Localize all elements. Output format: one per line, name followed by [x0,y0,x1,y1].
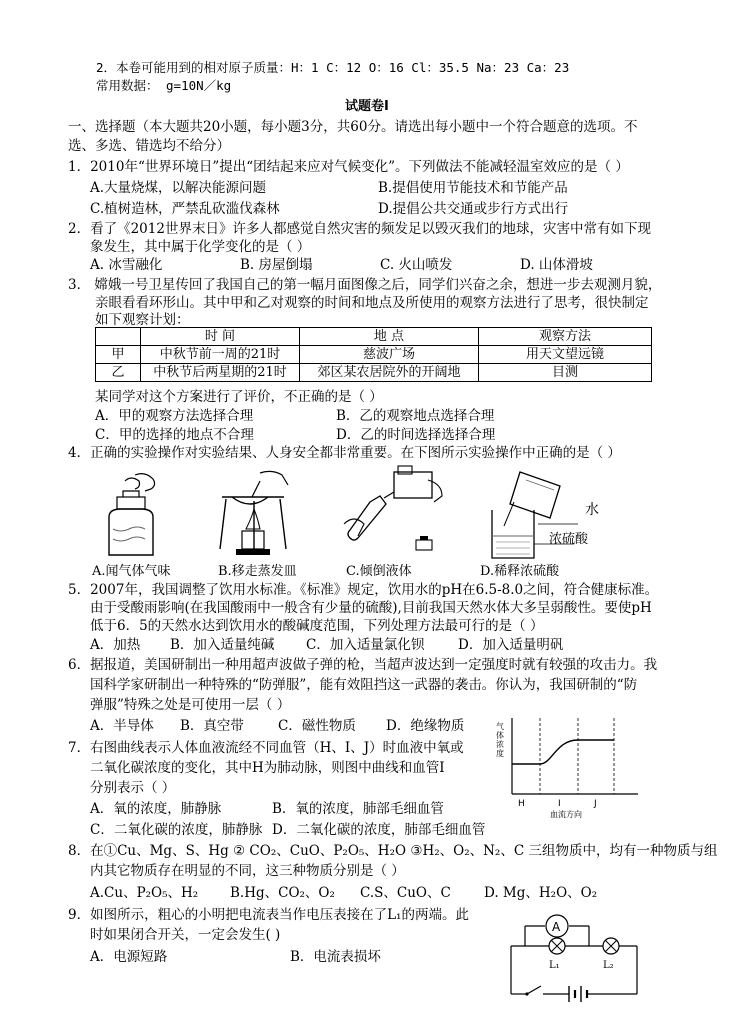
q8-option-c: C.S、CuO、C [360,885,451,901]
q9-option-b: B．电流表损坏 [290,949,381,965]
q5-option-d: D．加入适量明矾 [458,637,564,653]
q4-option-d: D.稀释浓硫酸 [480,564,560,579]
q7-option-a: A．氧的浓度，肺静脉 [90,801,222,817]
table-header-cell: 时 间 [141,328,300,346]
header-common-data: 常用数据： g=10N／kg [96,78,232,93]
label-water: 水 [585,502,599,518]
q7-option-d: D．二氧化碳的浓度，肺部毛细血管 [272,822,486,838]
part-intro-line1: 一、选择题（本大题共20小题，每小题3分，共60分。请选出每小题中一个符合题意的选项。不 [68,119,638,135]
circuit-diagram [505,910,645,1028]
section-title: 试题卷Ⅰ [345,99,389,114]
q2-option-d: D. 山体滑坡 [520,257,593,273]
q1-stem: 1．2010年“世界环境日”提出“团结起来应对气候变化”。下列做法不能减轻温室效应的是（ ） [68,159,629,175]
switch-symbol [527,986,541,994]
q4-option-b: B.移走蒸发皿 [218,564,297,579]
q7-stem-line2: 二氧化碳浓度的变化，其中H为肺动脉，则图中曲线和血管I [90,760,445,776]
q5-stem-line2: 由于受酸雨影响(在我国酸雨中一般含有少量的硫酸),目前我国天然水体大多呈弱酸性。要使pH [90,600,652,616]
q1-option-d: D.提倡公共交通或步行方式出行 [378,201,569,217]
lamp-l1-label: L₁ [549,960,560,971]
q3-stem-line1: 3． 嫦娥一号卫星传回了我国自己的第一幅月面图像之后，同学们兴奋之余，想进一步去观测月貌， [68,277,662,293]
q2-option-a: A. 冰雪融化 [90,257,163,273]
q9-option-a: A．电源短路 [90,949,168,965]
table-row [96,346,652,364]
table-cell: 乙 [96,364,141,382]
q6-stem-line1: 6．据报道，美国研制出一种用超声波做子弹的枪，当超声波达到一定强度时就有较强的攻击力。我 [68,657,658,673]
q6-option-b: B．真空带 [180,718,244,734]
table-cell: 用天文望远镜 [479,346,652,364]
graph-y-axis-label: 气体浓度 [496,722,504,758]
q8-option-b: B.Hg、CO₂、O₂ [230,885,335,901]
label-concentrated-acid: 浓硫酸 [549,532,589,547]
q6-stem-line2: 国科学家研制出一种特殊的“防弹服”，能有效阻挡这一武器的袭击。你认为，我国研制的“防 [90,677,638,693]
q8-option-a: A.Cu、P₂O₅、H₂ [90,885,199,901]
q2-stem-line2: 象发生，其中属于化学变化的是（ ） [90,239,311,255]
table-cell: 中秋节前一周的21时 [141,346,300,364]
q7-option-b: B．氧的浓度，肺部毛细血管 [272,801,444,817]
q3-stem-line2: 亲眼看看环形山。其中甲和乙对观察的时间和地点及所使用的观察方法进行了思考，很快制定 [95,295,649,311]
table-header-cell: 地 点 [300,328,479,346]
pouring-liquid-illustration [340,462,450,562]
q7-option-c: C．二氧化碳的浓度，肺静脉 [90,822,263,838]
q3-option-a: A．甲的观察方法选择合理 [95,408,254,424]
q5-option-a: A．加热 [90,637,141,653]
table-cell: 慈波广场 [300,346,479,364]
q6-stem-line3: 弹服”特殊之处是可使用一层（ ） [90,697,291,713]
graph-tick-j: J [594,799,597,809]
observation-plan-table [95,327,652,382]
header-note-line: 2．本卷可能用到的相对原子质量：H：1 C：12 O：16 Cl：35.5 Na：23 Ca：23 [96,60,570,75]
graph-tick-i: I [558,799,561,809]
q8-stem-line1: 8．在①Cu、Mg、S、Hg ② CO₂、CuO、P₂O₅、H₂O ③H₂、O₂、N₂、C 三组物质中，均有一种物质与组 [68,843,718,859]
q3-after-text: 某同学对这个方案进行了评价，不正确的是（ ） [95,389,383,405]
blood-gas-concentration-graph [490,712,650,820]
q1-option-b: B.提倡使用节能技术和节能产品 [378,180,568,196]
table-cell: 甲 [96,346,141,364]
q6-option-c: C．磁性物质 [278,718,356,734]
q4-option-c: C.倾倒液体 [346,564,412,579]
q9-stem-line1: 9．如图所示，粗心的小明把电流表当作电压表接在了L₁的两端。此 [68,907,469,923]
q2-option-b: B. 房屋倒塌 [240,257,313,273]
table-cell: 目测 [479,364,652,382]
q3-option-c: C．甲的选择的地点不合理 [95,427,254,443]
q4-option-a: A.闻气体气味 [92,564,171,579]
q8-stem-line2: 内其它物质存在明显的不同，这三种物质分别是（ ） [90,863,405,879]
q1-option-a: A.大量烧煤，以解决能源问题 [90,180,267,196]
q5-stem-line1: 5．2007年，我国调整了饮用水标准。《标准》规定，饮用水的pH在6.5-8.0之间，符合健康标准。 [68,582,659,598]
table-header-cell: 观察方法 [479,328,652,346]
table-cell: 郊区某农居院外的开阔地 [300,364,479,382]
q7-stem-line3: 分别表示（ ） [90,780,176,796]
table-header-row [96,328,652,346]
q2-stem-line1: 2．看了《2012世界末日》许多人都感觉自然灾害的频发足以毁灭我们的地球，灾害中常有如下现 [68,221,651,237]
q7-stem-line1: 7．右图曲线表示人体血液流经不同血管（H、I、J）时血液中氧或 [68,740,464,756]
table-cell: 中秋节后两星期的21时 [141,364,300,382]
evaporating-dish-illustration [210,467,295,562]
graph-x-axis-label: 血流方向 [550,810,582,819]
q5-option-c: C．加入适量氯化钡 [306,637,425,653]
q3-stem-line3: 如下观察计划： [95,312,190,328]
ammeter-label: A [552,920,561,934]
q4-stem: 4．正确的实验操作对实验结果、人身安全都非常重要。在下图所示实验操作中正确的是（ ） [68,445,621,461]
smelling-gas-illustration [95,467,165,562]
q5-option-b: B．加入适量纯碱 [170,637,275,653]
table-header-cell [96,328,141,346]
q6-option-d: D．绝缘物质 [386,718,465,734]
q3-option-b: B．乙的观察地点选择合理 [336,408,495,424]
graph-tick-h: H [518,799,525,809]
q1-option-c: C.植树造林，严禁乱砍滥伐森林 [90,201,280,217]
table-row [96,364,652,382]
part-intro-line2: 选、多选、错选均不给分） [68,138,230,154]
q5-stem-line3: 低于6．5的天然水达到饮用水的酸碱度范围，下列处理方法最可行的是（ ） [90,618,544,634]
lamp-l2-label: L₂ [603,960,614,971]
diluting-acid-illustration [480,466,580,564]
q3-option-d: D．乙的时间选择选择合理 [336,427,496,443]
q9-stem-line2: 时如果闭合开关，一定会发生( ) [90,927,281,943]
q8-option-d: D. Mg、H₂O、O₂ [484,885,598,901]
q6-option-a: A．半导体 [90,718,154,734]
q2-option-c: C. 火山喷发 [380,257,453,273]
